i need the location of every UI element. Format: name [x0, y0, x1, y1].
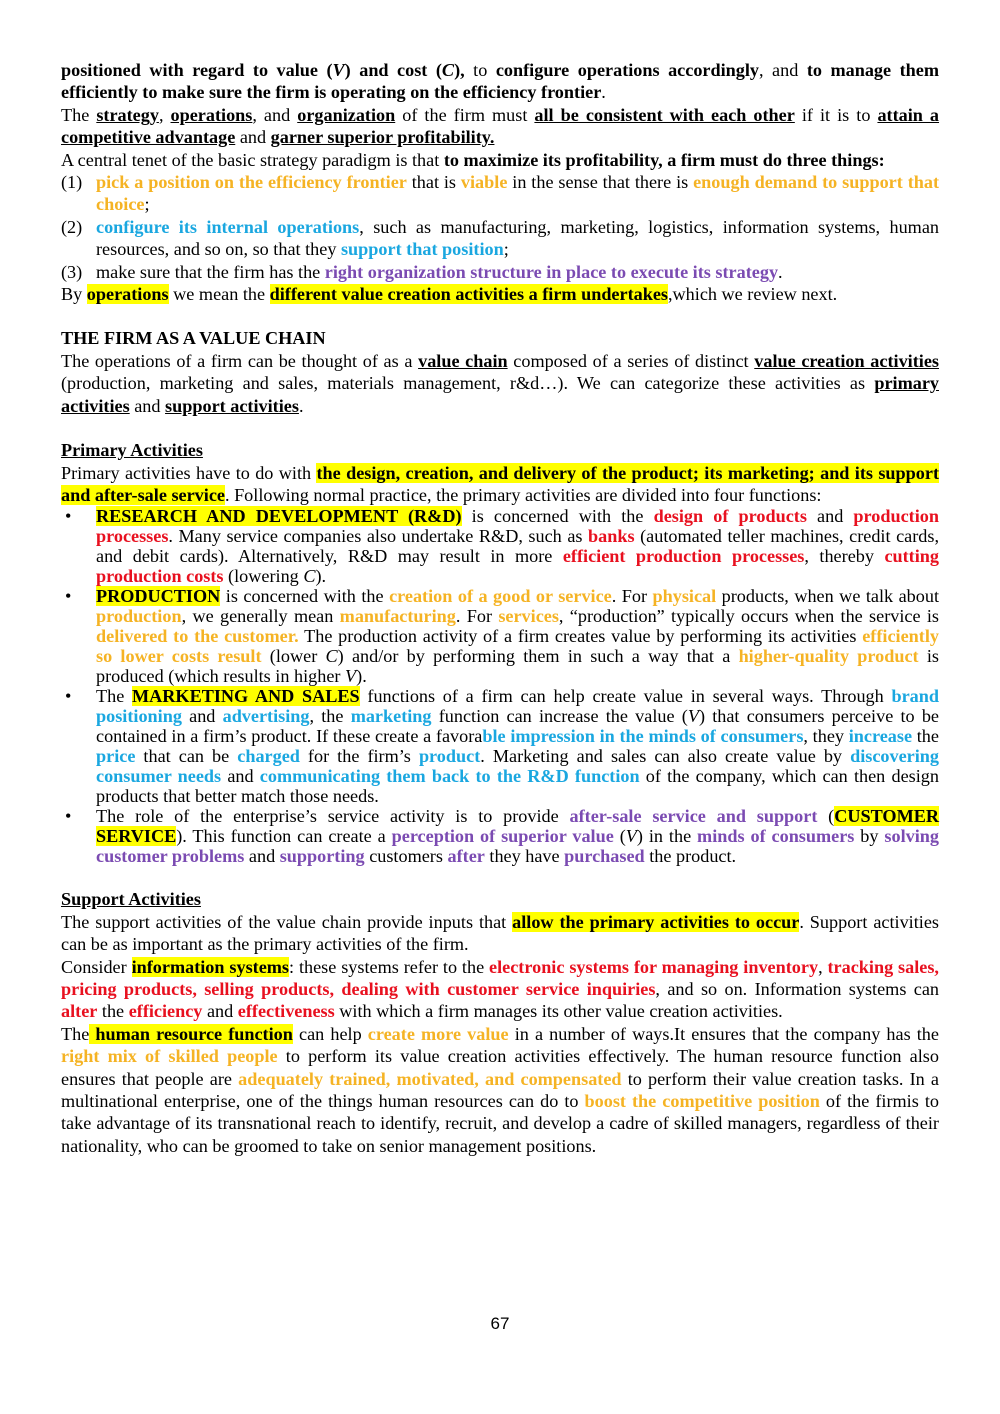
primary-functions-list	[61, 506, 939, 866]
section-heading-support: Support Activities	[61, 889, 201, 910]
value-chain-paragraph: The operations of a firm can be thought of as a value chain composed of a series of distinct value creation activities (production, marketing and sales, materials management, r&d…). We can categorize these activities as primary activities and support activities.	[61, 350, 939, 416]
list-item: (1) pick a position on the efficiency frontier that is viable in the sense that there is enough demand to support that choice;	[61, 172, 940, 215]
intro-paragraph-4: By operations we mean the different value creation activities a firm undertakes,which we review next.	[61, 284, 838, 305]
intro-paragraph-2: The strategy, operations, and organization of the firm must all be consistent with each other if it is to attain a competitive advantage and garner superior profitability.	[61, 104, 940, 148]
list-item-service: • The role of the enterprise’s service activity is to provide after-sale service and support (CUSTOMER SERVICE). This function can create a perception of superior value (V) in the minds of consumers by solving customer problems and supporting customers after they have purchased the product.	[65, 806, 939, 867]
section-heading-value-chain: THE FIRM AS A VALUE CHAIN	[61, 328, 326, 349]
support-paragraph-1: The support activities of the value chain provide inputs that allow the primary activities to occur. Support activities can be as important as the primary activities of the firm.	[61, 911, 939, 955]
list-item: (3) make sure that the firm has the right organization structure in place to execute its strategy.	[61, 261, 783, 282]
support-paragraph-3: The human resource function can help create more value in a number of ways.It ensures that the company has the right mix of skilled people to perform its value creation activities effectively. The human resource function also ensures that people are adequately trained, motivated, and compensated to perform their value creation tasks. In a multinational enterprise, one of the things human resources can do to boost the competitive position of the firmis to take advantage of its transnational reach to identify, recruit, and develop a cadre of skilled managers, regardless of their nationality, who can be groomed to take on senior management positions.	[61, 1023, 940, 1156]
document-page	[61, 59, 939, 1157]
primary-paragraph: Primary activities have to do with the design, creation, and delivery of the product; its marketing; and its support and after-sale service. Following normal practice, the primary activities are divided into four functions:	[61, 462, 939, 505]
intro-paragraph-3: A central tenet of the basic strategy paradigm is that to maximize its profitability, a firm must do three things:	[61, 149, 885, 170]
list-item-marketing: • The MARKETING AND SALES functions of a firm can help create value in several ways. Through brand positioning and advertising, the marketing function can increase the value (V) that consumers perceive to be contained in a firm’s product. If these create a favorable impression in the minds of consumers, they increase the price that can be charged for the firm’s product. Marketing and sales can also create value by discovering consumer needs and communicating them back to the R&D function of the company, which can then design products that better match those needs.	[65, 686, 939, 807]
list-item-production: • PRODUCTION is concerned with the creation of a good or service. For physical products, when we talk about production, we generally mean manufacturing. For services, “production” typically occurs when the service is delivered to the customer. The production activity of a firm creates value by performing its activities efficiently so lower costs result (lower C) and/or by performing them in such a way that a higher-quality product is produced (which results in higher V).	[65, 586, 940, 687]
section-heading-primary: Primary Activities	[61, 440, 203, 461]
page-number: 67	[490, 1314, 510, 1333]
three-things-list	[61, 171, 939, 283]
list-item: (2) configure its internal operations, such as manufacturing, marketing, logistics, information systems, human resources, and so on, so that they support that position;	[61, 216, 939, 260]
support-paragraph-2: Consider information systems: these systems refer to the electronic systems for managing inventory, tracking sales, pricing products, selling products, dealing with customer service inquiries, and so on. Information systems can alter the efficiency and effectiveness with which a firm manages its other value creation activities.	[61, 956, 939, 1022]
list-item-rd: • RESEARCH AND DEVELOPMENT (R&D) is concerned with the design of products and production processes. Many service companies also undertake R&D, such as banks (automated teller machines, credit cards, and debit cards). Alternatively, R&D may result in more efficient production processes, thereby cutting production costs (lowering C).	[65, 506, 939, 587]
intro-paragraph-1: positioned with regard to value (V) and cost (C), to configure operations accordingly, and to manage them efficiently to make sure the firm is operating on the efficiency frontier.	[61, 60, 939, 103]
